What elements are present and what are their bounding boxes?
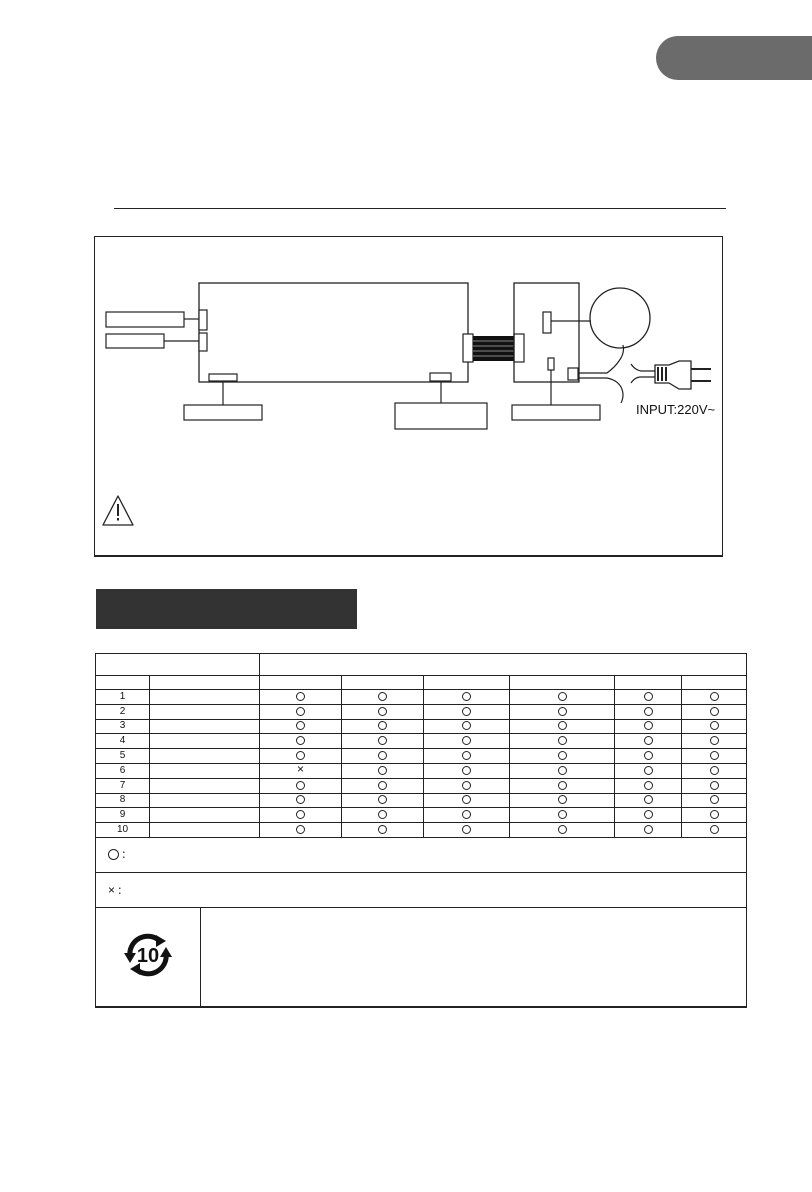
circle-mark-icon bbox=[558, 810, 567, 819]
substance-mark-cell bbox=[615, 823, 682, 838]
wiring-diagram bbox=[95, 237, 724, 558]
substance-mark-cell bbox=[342, 793, 424, 808]
ribbon-connector-left bbox=[463, 334, 473, 362]
table-row bbox=[96, 719, 747, 734]
note-o-colon: ： bbox=[121, 847, 134, 862]
table-row bbox=[96, 778, 747, 793]
circle-mark-icon bbox=[558, 751, 567, 760]
row-part-name bbox=[150, 690, 260, 705]
circle-mark-icon bbox=[378, 825, 387, 834]
circle-mark-icon bbox=[710, 692, 719, 701]
subheader-index bbox=[96, 676, 150, 690]
substance-mark-cell bbox=[342, 734, 424, 749]
substance-mark-cell bbox=[682, 749, 747, 764]
main-board bbox=[199, 283, 468, 382]
circle-mark-icon bbox=[558, 781, 567, 790]
circle-mark-icon bbox=[296, 810, 305, 819]
circle-mark-icon bbox=[462, 692, 471, 701]
circle-mark-icon bbox=[378, 736, 387, 745]
circle-mark-icon bbox=[558, 766, 567, 775]
header-part-name bbox=[96, 654, 260, 676]
substance-mark-cell bbox=[260, 763, 342, 778]
row-number: 8 bbox=[96, 793, 150, 808]
substance-mark-cell bbox=[615, 719, 682, 734]
motor-circle bbox=[590, 288, 650, 348]
circle-mark-icon bbox=[296, 781, 305, 790]
subheader-substance-4 bbox=[510, 676, 615, 690]
substance-mark-cell bbox=[424, 719, 510, 734]
table-row bbox=[96, 690, 747, 705]
circle-mark-icon bbox=[558, 707, 567, 716]
circle-mark-icon bbox=[296, 692, 305, 701]
table-row bbox=[96, 823, 747, 838]
bottom-connector-left bbox=[209, 374, 237, 381]
row-part-name bbox=[150, 823, 260, 838]
hazardous-substance-notes bbox=[95, 838, 747, 1008]
circle-mark-icon bbox=[296, 795, 305, 804]
substance-mark-cell bbox=[260, 808, 342, 823]
substance-mark-cell bbox=[510, 778, 615, 793]
substance-mark-cell bbox=[682, 778, 747, 793]
substance-mark-cell bbox=[682, 823, 747, 838]
row-number: 10 bbox=[96, 823, 150, 838]
subheader-substance-1 bbox=[260, 676, 342, 690]
substance-mark-cell bbox=[510, 763, 615, 778]
circle-mark-icon bbox=[710, 736, 719, 745]
label-box-bottom-3 bbox=[512, 405, 600, 420]
substance-mark-cell bbox=[260, 749, 342, 764]
circle-mark-icon bbox=[378, 721, 387, 730]
ribbon-connector-right bbox=[514, 334, 524, 362]
table-row bbox=[96, 793, 747, 808]
row-number: 5 bbox=[96, 749, 150, 764]
substance-mark-cell bbox=[510, 690, 615, 705]
circle-mark-icon bbox=[296, 707, 305, 716]
substance-mark-cell bbox=[682, 704, 747, 719]
substance-mark-cell bbox=[260, 778, 342, 793]
circle-mark-icon bbox=[710, 751, 719, 760]
section-header-bar bbox=[96, 589, 357, 629]
circle-mark-icon bbox=[462, 795, 471, 804]
epup-years: 10 bbox=[136, 944, 160, 967]
substance-mark-cell bbox=[615, 734, 682, 749]
circle-mark-icon bbox=[296, 721, 305, 730]
cross-mark: × bbox=[296, 762, 304, 777]
label-box-bottom-1 bbox=[184, 405, 262, 420]
table-row bbox=[96, 763, 747, 778]
power-cord-terminal bbox=[568, 368, 578, 380]
substance-mark-cell bbox=[682, 719, 747, 734]
substance-mark-cell bbox=[342, 749, 424, 764]
row-part-name bbox=[150, 763, 260, 778]
header-rule bbox=[114, 208, 726, 209]
circle-mark-icon bbox=[462, 751, 471, 760]
substance-mark-cell bbox=[260, 690, 342, 705]
circle-mark-icon bbox=[644, 692, 653, 701]
left-connector-lower bbox=[199, 333, 207, 351]
table-header-row bbox=[96, 654, 747, 676]
substance-mark-cell bbox=[260, 734, 342, 749]
table-subheader-row bbox=[96, 676, 747, 690]
substance-mark-cell bbox=[424, 734, 510, 749]
substance-mark-cell bbox=[424, 778, 510, 793]
substance-mark-cell bbox=[615, 808, 682, 823]
circle-mark-icon bbox=[710, 810, 719, 819]
table-row bbox=[96, 808, 747, 823]
environment-protection-period-icon bbox=[120, 927, 176, 983]
substance-mark-cell bbox=[342, 778, 424, 793]
substance-mark-cell bbox=[682, 793, 747, 808]
subheader-substance-6 bbox=[682, 676, 747, 690]
circle-mark-icon bbox=[296, 736, 305, 745]
row-part-name bbox=[150, 778, 260, 793]
power-board-connector bbox=[543, 312, 551, 333]
epup-icon-cell bbox=[96, 907, 201, 1007]
label-box-bottom-2 bbox=[395, 403, 487, 429]
circle-mark-icon bbox=[644, 721, 653, 730]
substance-mark-cell bbox=[260, 719, 342, 734]
epup-row bbox=[96, 907, 747, 1007]
substance-mark-cell bbox=[615, 749, 682, 764]
circle-mark-icon bbox=[710, 795, 719, 804]
circle-mark-icon bbox=[462, 707, 471, 716]
circle-mark-icon bbox=[644, 781, 653, 790]
circle-mark-icon bbox=[108, 849, 119, 860]
row-number: 7 bbox=[96, 778, 150, 793]
power-board-fuse bbox=[548, 358, 554, 370]
note-row-x bbox=[96, 872, 747, 907]
circle-mark-icon bbox=[710, 721, 719, 730]
circle-mark-icon bbox=[296, 751, 305, 760]
circle-mark-icon bbox=[558, 721, 567, 730]
circle-mark-icon bbox=[644, 707, 653, 716]
warning-triangle-icon bbox=[103, 496, 133, 525]
substance-mark-cell bbox=[615, 793, 682, 808]
substance-mark-cell bbox=[615, 704, 682, 719]
substance-mark-cell bbox=[682, 734, 747, 749]
label-box-left-2 bbox=[106, 334, 164, 348]
subheader-substance-3 bbox=[424, 676, 510, 690]
header-substances bbox=[260, 654, 747, 676]
subheader-part bbox=[150, 676, 260, 690]
circle-mark-icon bbox=[378, 781, 387, 790]
substance-mark-cell bbox=[510, 749, 615, 764]
row-part-name bbox=[150, 704, 260, 719]
row-part-name bbox=[150, 719, 260, 734]
note-o-legend bbox=[108, 848, 133, 860]
bottom-connector-right bbox=[430, 373, 451, 381]
circle-mark-icon bbox=[710, 781, 719, 790]
table-row bbox=[96, 749, 747, 764]
substance-mark-cell bbox=[424, 749, 510, 764]
substance-mark-cell bbox=[342, 763, 424, 778]
substance-mark-cell bbox=[260, 793, 342, 808]
circle-mark-icon bbox=[644, 766, 653, 775]
substance-mark-cell bbox=[260, 704, 342, 719]
section-tab-badge bbox=[656, 36, 812, 80]
circle-mark-icon bbox=[710, 766, 719, 775]
substance-mark-cell bbox=[424, 793, 510, 808]
substance-mark-cell bbox=[510, 734, 615, 749]
row-part-name bbox=[150, 793, 260, 808]
substance-mark-cell bbox=[342, 704, 424, 719]
note-row-o bbox=[96, 838, 747, 873]
circle-mark-icon bbox=[462, 736, 471, 745]
row-number: 3 bbox=[96, 719, 150, 734]
input-voltage-label: INPUT:220V~ bbox=[636, 402, 716, 417]
circle-mark-icon bbox=[378, 692, 387, 701]
wiring-diagram-panel bbox=[94, 236, 723, 557]
circle-mark-icon bbox=[378, 751, 387, 760]
hazardous-substance-table bbox=[95, 653, 747, 838]
circle-mark-icon bbox=[558, 825, 567, 834]
row-part-name bbox=[150, 808, 260, 823]
row-part-name bbox=[150, 749, 260, 764]
circle-mark-icon bbox=[644, 736, 653, 745]
substance-mark-cell bbox=[260, 823, 342, 838]
circle-mark-icon bbox=[710, 825, 719, 834]
ribbon-cable bbox=[473, 336, 517, 361]
left-connector-upper bbox=[199, 310, 207, 330]
circle-mark-icon bbox=[558, 692, 567, 701]
substance-mark-cell bbox=[682, 763, 747, 778]
row-number: 4 bbox=[96, 734, 150, 749]
circle-mark-icon bbox=[558, 795, 567, 804]
row-number: 9 bbox=[96, 808, 150, 823]
row-number: 6 bbox=[96, 763, 150, 778]
substance-mark-cell bbox=[615, 690, 682, 705]
circle-mark-icon bbox=[644, 795, 653, 804]
substance-mark-cell bbox=[424, 763, 510, 778]
circle-mark-icon bbox=[378, 707, 387, 716]
row-number: 2 bbox=[96, 704, 150, 719]
power-plug bbox=[655, 361, 691, 389]
note-x-colon: ： bbox=[117, 882, 130, 897]
circle-mark-icon bbox=[644, 825, 653, 834]
circle-mark-icon bbox=[378, 810, 387, 819]
substance-mark-cell bbox=[342, 808, 424, 823]
substance-mark-cell bbox=[424, 704, 510, 719]
circle-mark-icon bbox=[462, 781, 471, 790]
substance-mark-cell bbox=[615, 778, 682, 793]
substance-mark-cell bbox=[510, 808, 615, 823]
substance-mark-cell bbox=[510, 704, 615, 719]
note-x-legend bbox=[108, 884, 129, 896]
substance-mark-cell bbox=[342, 823, 424, 838]
circle-mark-icon bbox=[462, 721, 471, 730]
circle-mark-icon bbox=[462, 766, 471, 775]
circle-mark-icon bbox=[558, 736, 567, 745]
subheader-substance-2 bbox=[342, 676, 424, 690]
row-number: 1 bbox=[96, 690, 150, 705]
power-cord bbox=[578, 345, 624, 403]
substance-mark-cell bbox=[424, 690, 510, 705]
circle-mark-icon bbox=[378, 766, 387, 775]
row-part-name bbox=[150, 734, 260, 749]
note-x-symbol: × bbox=[108, 882, 116, 897]
substance-mark-cell bbox=[682, 808, 747, 823]
circle-mark-icon bbox=[644, 810, 653, 819]
circle-mark-icon bbox=[710, 707, 719, 716]
table-row bbox=[96, 704, 747, 719]
substance-mark-cell bbox=[510, 823, 615, 838]
subheader-substance-5 bbox=[615, 676, 682, 690]
substance-mark-cell bbox=[682, 690, 747, 705]
substance-mark-cell bbox=[510, 793, 615, 808]
substance-mark-cell bbox=[424, 808, 510, 823]
substance-mark-cell bbox=[424, 823, 510, 838]
circle-mark-icon bbox=[296, 825, 305, 834]
epup-text-cell bbox=[201, 907, 747, 1007]
table-row bbox=[96, 734, 747, 749]
substance-mark-cell bbox=[342, 719, 424, 734]
hazardous-substance-table-wrap bbox=[95, 653, 747, 1008]
label-box-left-1 bbox=[106, 312, 184, 327]
circle-mark-icon bbox=[378, 795, 387, 804]
circle-mark-icon bbox=[644, 751, 653, 760]
circle-mark-icon bbox=[462, 825, 471, 834]
substance-mark-cell bbox=[342, 690, 424, 705]
substance-mark-cell bbox=[615, 763, 682, 778]
circle-mark-icon bbox=[462, 810, 471, 819]
substance-mark-cell bbox=[510, 719, 615, 734]
